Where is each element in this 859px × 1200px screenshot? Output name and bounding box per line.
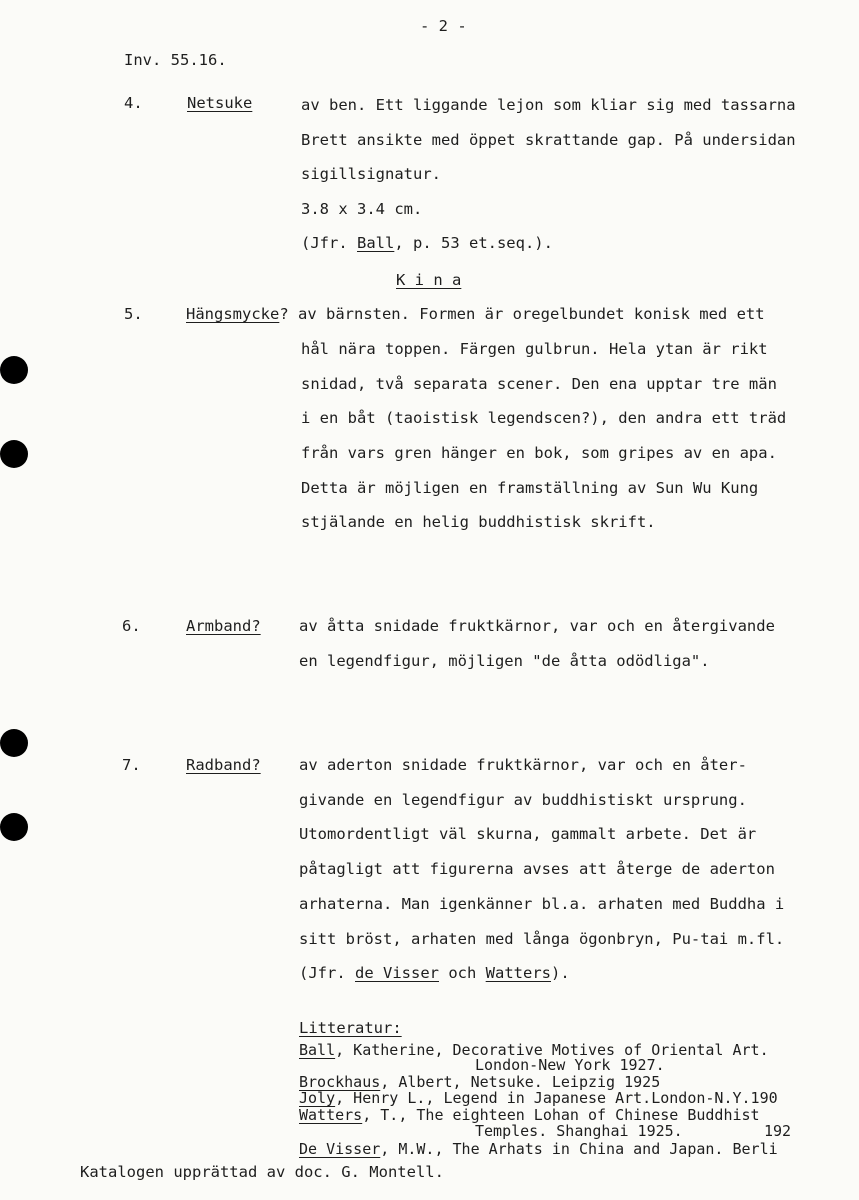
literature-heading: Litteratur: xyxy=(299,1019,402,1037)
item-line: från vars gren hänger en bok, som gripes av en apa. xyxy=(301,444,777,462)
binder-hole xyxy=(0,813,28,841)
item-line: ? av bärnsten. Formen är oregelbundet konisk med ett xyxy=(279,305,765,323)
item-line: Brett ansikte med öppet skrattande gap. På undersidan xyxy=(301,131,796,149)
item-line: sigillsignatur. xyxy=(301,165,441,183)
item-first-line xyxy=(186,304,765,324)
page-number: - 2 - xyxy=(420,17,467,35)
literature-entry: De Visser, M.W., The Arhats in China and Japan. Berli xyxy=(299,1140,778,1158)
item-line: av aderton snidade fruktkärnor, var och en åter- xyxy=(299,756,747,774)
item-reference: (Jfr. Ball, p. 53 et.seq.). xyxy=(301,234,553,252)
item-line: givande en legendfigur av buddhistiskt ursprung. xyxy=(299,791,747,809)
item-line: i en båt (taoistisk legendscen?), den andra ett träd xyxy=(301,409,787,427)
item-number: 4. xyxy=(124,94,143,112)
literature-entry: Brockhaus, Albert, Netsuke. Leipzig 1925 xyxy=(299,1073,661,1091)
inventory-number: Inv. 55.16. xyxy=(124,51,227,69)
item-line: Detta är möjligen en framställning av Sun Wu Kung xyxy=(301,479,759,497)
item-line: påtagligt att figurerna avses att återge de aderton xyxy=(299,860,775,878)
literature-entry-continuation: Temples. Shanghai 1925. 192 xyxy=(475,1122,792,1140)
item-line: hål nära toppen. Färgen gulbrun. Hela ytan är rikt xyxy=(301,340,768,358)
item-title: Radband? xyxy=(186,756,261,774)
literature-entry: Joly, Henry L., Legend in Japanese Art.London-N.Y.190 xyxy=(299,1089,778,1107)
catalog-footer: Katalogen upprättad av doc. G. Montell. xyxy=(80,1163,444,1181)
item-line: en legendfigur, möjligen "de åtta odödliga". xyxy=(299,652,710,670)
item-line: snidad, två separata scener. Den ena upptar tre män xyxy=(301,375,777,393)
item-reference: (Jfr. de Visser och Watters). xyxy=(299,964,570,982)
item-title: Netsuke xyxy=(187,94,253,112)
item-number: 5. xyxy=(124,305,143,323)
item-line: stjälande en helig buddhistisk skrift. xyxy=(301,513,656,531)
literature-entry: Watters, T., The eighteen Lohan of Chinese Buddhist xyxy=(299,1106,760,1124)
literature-entry-continuation: London-New York 1927. xyxy=(475,1056,665,1074)
item-title: Armband? xyxy=(186,617,261,635)
binder-hole xyxy=(0,356,28,384)
item-number: 6. xyxy=(122,617,141,635)
item-dimensions: 3.8 x 3.4 cm. xyxy=(301,200,423,218)
reference-watters: Watters xyxy=(485,964,551,982)
binder-hole xyxy=(0,729,28,757)
item-line: arhaterna. Man igenkänner bl.a. arhaten med Buddha i xyxy=(299,895,785,913)
literature-entry: Ball, Katherine, Decorative Motives of Oriental Art. xyxy=(299,1041,769,1059)
item-line: Utomordentligt väl skurna, gammalt arbete. Det är xyxy=(299,825,757,843)
binder-hole xyxy=(0,440,28,468)
item-line: av åtta snidade fruktkärnor, var och en återgivande xyxy=(299,617,775,635)
item-number: 7. xyxy=(122,756,141,774)
section-heading: K i n a xyxy=(396,271,462,289)
reference-de-visser: de Visser xyxy=(355,964,439,982)
item-title: Hängsmycke xyxy=(186,305,280,323)
item-line: sitt bröst, arhaten med långa ögonbryn, Pu-tai m.fl. xyxy=(299,930,785,948)
item-line: av ben. Ett liggande lejon som kliar sig med tassarna xyxy=(301,96,796,114)
